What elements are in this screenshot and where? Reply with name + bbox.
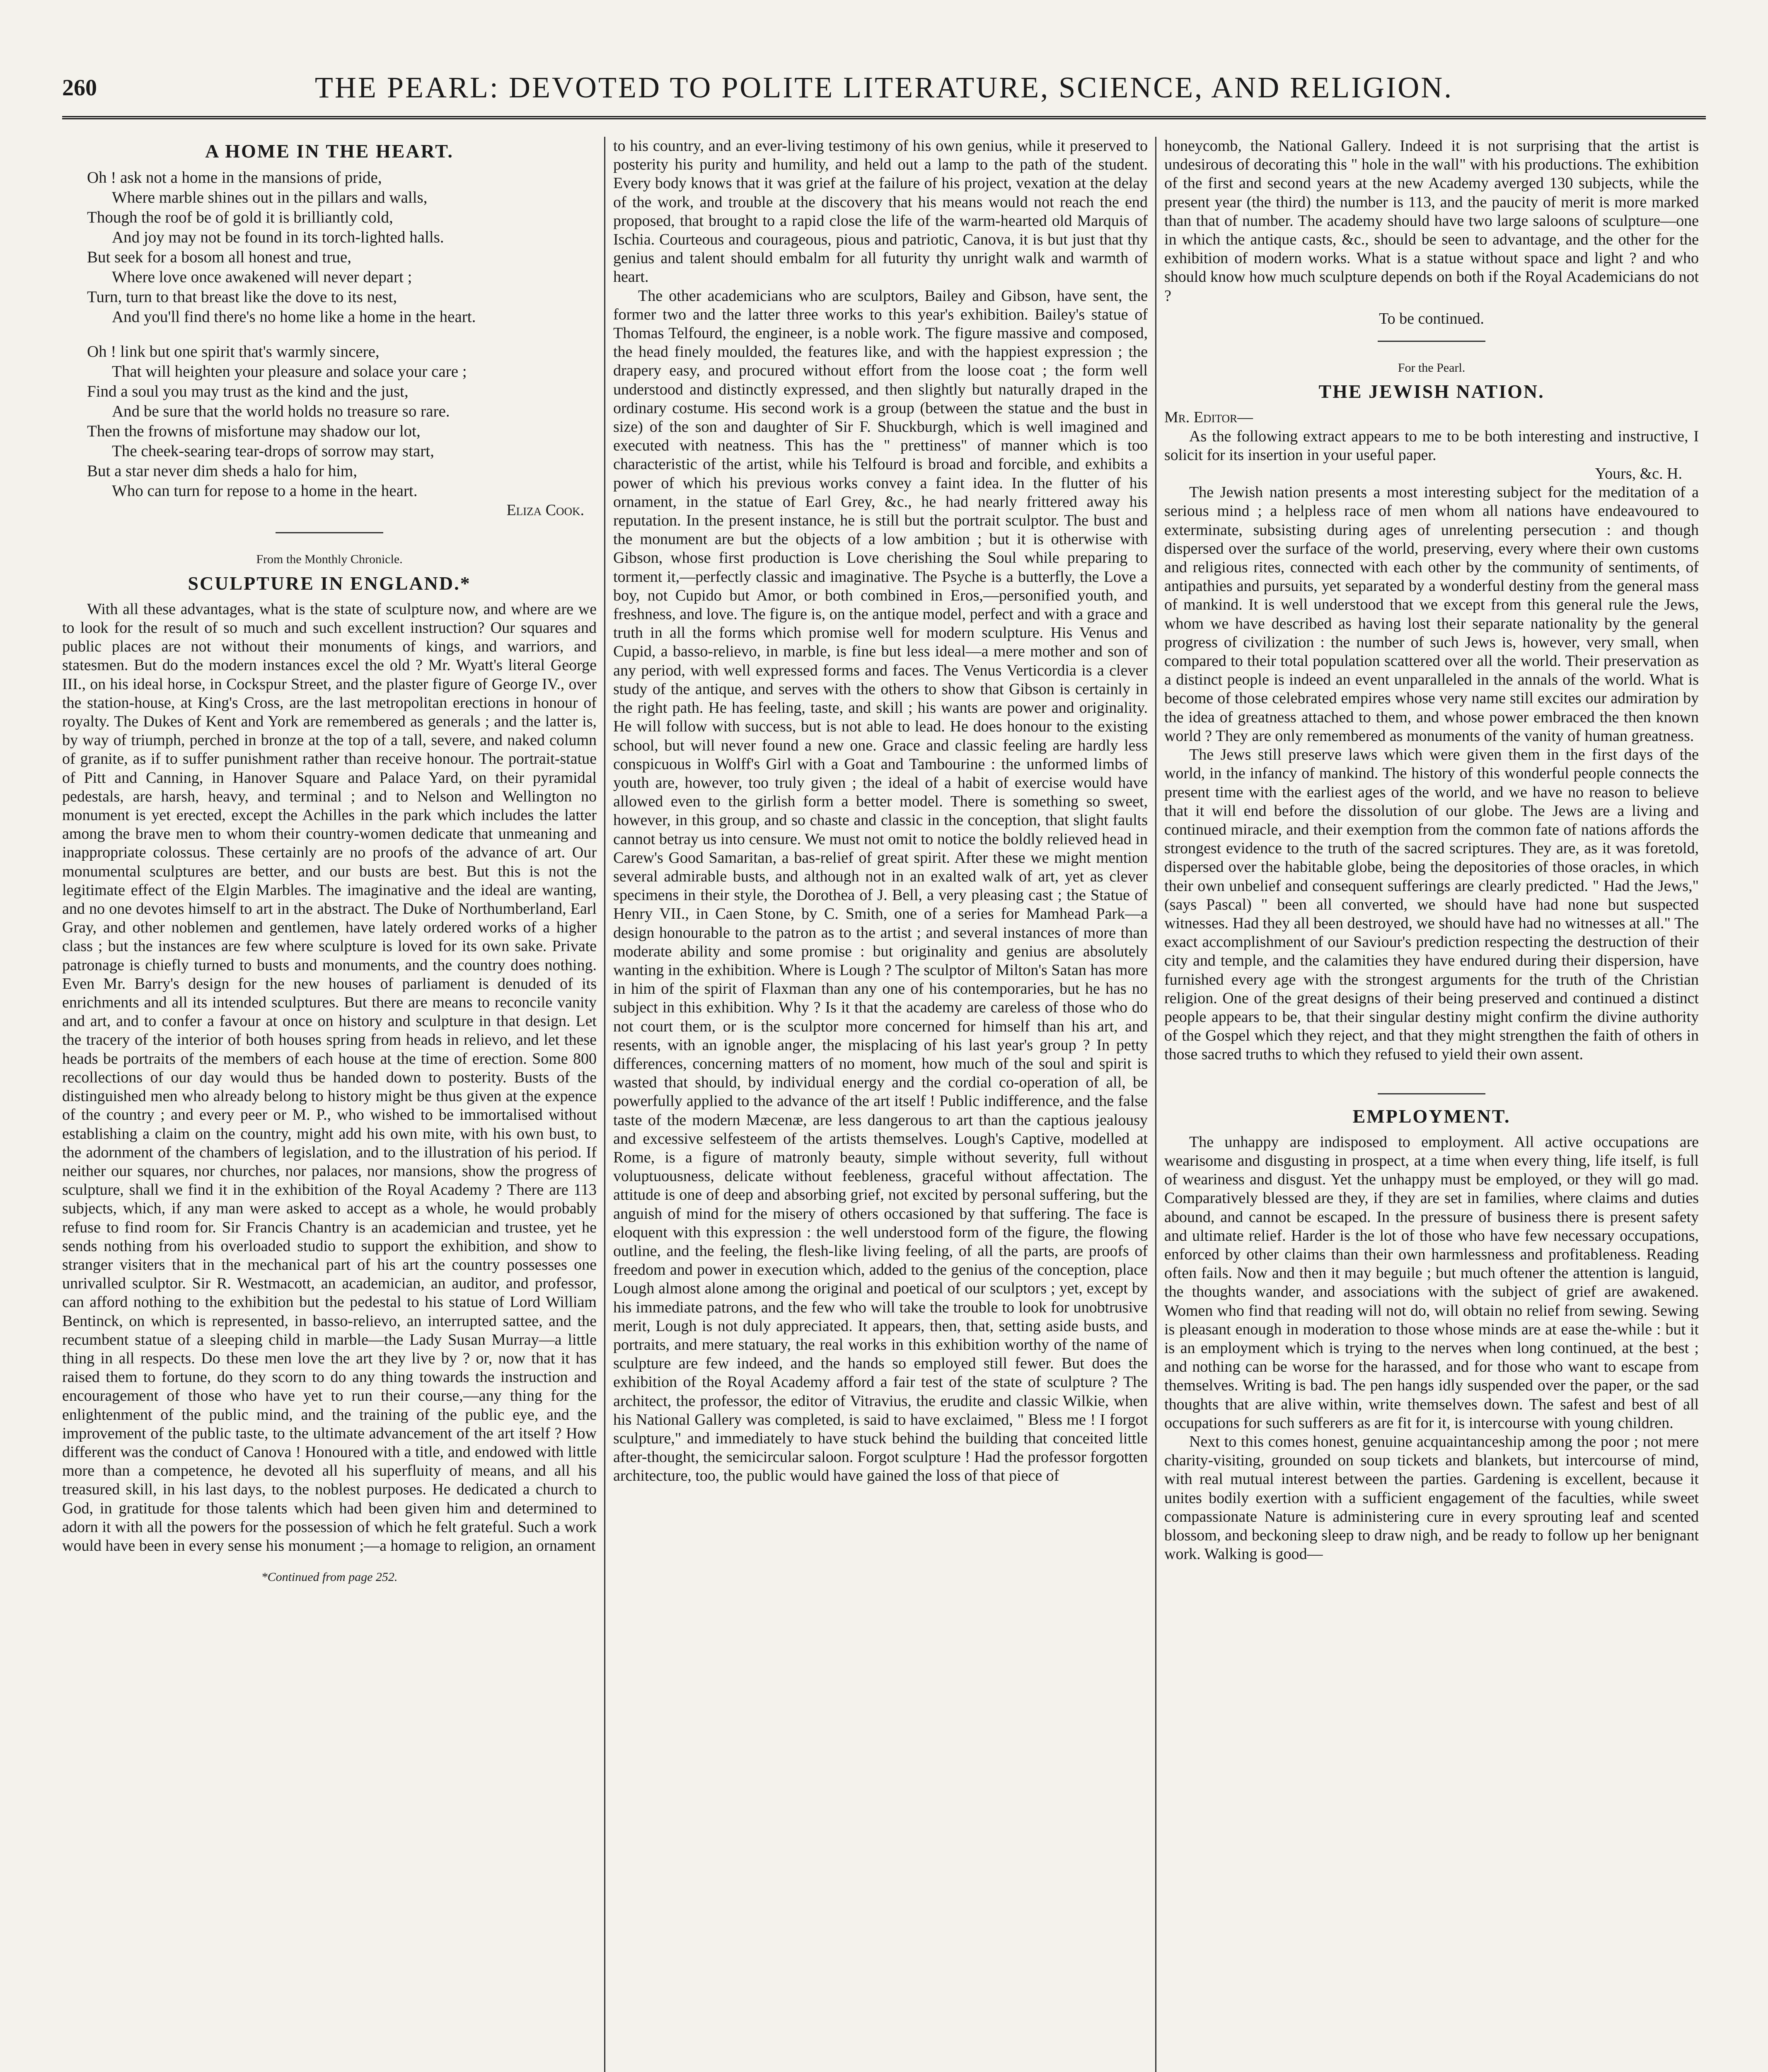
masthead-title: THE PEARL: DEVOTED TO POLITE LITERATURE, SCIENCE, AND RELIGION. [314,71,1454,104]
column-rule-1 [604,137,605,2072]
poem-line: The cheek-searing tear-drops of sorrow may start, [112,442,434,460]
poem-line: But a star never dim sheds a halo for him, [87,462,358,480]
letter-salutation: Mr. Editor— [1164,409,1253,426]
poem-line: Where love once awakened will never depart ; [112,268,412,286]
letter-signoff: Yours, &c. H. [1595,465,1682,483]
article-paragraph: to his country, and an ever-living testimony of his own genius, while it preserved to posterity his purity and humility, and held out a lamp to the path of the student. Every body knows that it was grief at the failure of his project, vexation at the delay of the work, and trouble at the discovery that his means would not reach the end proposed, that brought to a rapid close the life of the warm-hearted old Marquis of Ischia. Courteous and courageous, pious and patriotic, Canova, it is but just that thy genius and talent should embalm for all futurity thy unright walk and warmth of heart. [613,137,1148,286]
letter-body: As the following extract appears to me to be both interesting and instructive, I solicit for its insertion in your useful paper. [1164,427,1699,464]
page-header [62,70,1706,119]
poem-line: Oh ! ask not a home in the mansions of pride, [87,169,382,187]
article-title: THE JEWISH NATION. [1318,381,1545,402]
poem-line: Find a soul you may trust as the kind and the just, [87,382,409,401]
page-number: 260 [62,75,97,101]
column-1 [62,137,597,2072]
article-source: For the Pearl. [1398,361,1466,375]
poem-author: Eliza Cook. [506,501,584,519]
poem-line: Oh ! link but one spirit that's warmly sincere, [87,343,380,361]
article-paragraph: Next to this comes honest, genuine acquaintanceship among the poor ; not mere charity-visiting, grounded on soup tickets and blankets, but intercourse of mind, with real mutual interest between the parties. Gardening is excellent, because it unites bodily exertion with a sufficient engagement of the faculties, while sweet compassionate Nature is administering cure in every sprouting leaf and scented blossom, and beckoning sleep to draw nigh, and be ready to follow up her benignant work. Walking is good— [1164,1433,1699,1563]
to-be-continued: To be continued. [1379,310,1484,327]
poem-stanza-2 [62,342,597,501]
article-paragraph: honeycomb, the National Gallery. Indeed it is not surprising that the artist is undesirous of decorating this " hole in the wall" with his productions. The exhibition of the first and second years at the new Academy averged 130 subjects, while the present year (the third) the number is 113, and the paucity of merit is more marked than that of number. The academy should have two large saloons of sculpture—one in which the antique casts, &c., should be seen to advantage, and the other for the exhibition of modern works. What is a statue without space and light ? and who should know how much sculpture depends on both if the Royal Academicians do not ? [1164,137,1699,305]
poem-line: And be sure that the world holds no treasure so rare. [112,402,450,421]
column-rule-2 [1155,137,1156,2072]
section-divider [1378,341,1485,342]
article-paragraph: With all these advantages, what is the state of sculpture now, and where are we to look for the result of so much and such excellent instruction? Our squares and public places are not without their monuments of kings, and warriors, and statesmen. But do the modern instances excel the old ? Mr. Wyatt's literal George III., on his ideal horse, in Cockspur Street, and the plaster figure of George IV., over the station-house, at King's Cross, are the last metropolitan erections in honour of royalty. The Dukes of Kent and York are remembered as generals ; and the latter is, by way of triumph, perched in bronze at the top of a tall, severe, and naked column of granite, as if to suffer punishment rather than receive honour. The portrait-statue of Pitt and Canning, in Hanover Square and Palace Yard, on their pyramidal pedestals, are harsh, heavy, and terminal ; and to Nelson and Wellington no monument is yet erected, except the Achilles in the park which includes the latter among the brave men to whom their country-women dedicate that unmeaning and inappropriate colossus. These certainly are no proofs of the advance of art. Our monumental sculptures are better, and our busts are best. But this is not the legitimate effect of the Elgin Marbles. The imaginative and the ideal are wanting, and no one devotes himself to art in the abstract. The Duke of Northumberland, Earl Gray, and other noblemen and gentlemen, have lately ordered works of a higher class ; but the instances are few where sculpture is loved for its own sake. Private patronage is chiefly turned to busts and monuments, and the country does nothing. Even Mr. Barry's design for the new houses of parliament is denuded of its enrichments and all its intended sculptures. But there are means to reconcile vanity and art, and to confer a favour at once on history and sculpture in that design. Let the tracery of the interior of both houses spring from heads in relievo, and let these heads be portraits of the members of each house at the time of erection. Some 800 recollections of our day would thus be handed down to posterity. Busts of the distinguished men who already belong to history might be thus given at the expence of the country ; and every peer or M. P., who wished to be immortalised without establishing a claim on the country, might add his own mite, with his own bust, to the adornment of the chambers of legislation, and to the illustration of his period. If neither our squares, nor churches, nor palaces, nor mansions, show the progress of sculpture, shall we find it in the exhibition of the Royal Academy ? There are 113 subjects, which, if any man were asked to accept as a whole, he would probably refuse to find room for. Sir Francis Chantry is an academician and trustee, yet he sends nothing from his overloaded studio to support the exhibition, and show to stranger visiters that in the mechanical part of his art the country possesses one unrivalled sculptor. Sir R. Westmacott, an academician, an auditor, and professor, can afford nothing to the exhibition but the pedestal to his statue of Lord William Bentinck, on which is represented, in basso-relievo, an interrupted sattee, and the recumbent statue of a sleeping child in marble—the Lady Susan Murray—a little thing in all respects. Do these men love the art they live by ? or, now that it has raised them to fortune, do they scorn to do any thing towards the instruction and encouragement of those who have yet to run their course,—any thing for the enlightenment of the public mind, and the training of the public eye, and the improvement of the public taste, to the ultimate advancement of the art itself ? How different was the conduct of Canova ! Honoured with a title, and endowed with little more than a competence, he devoted all his superfluity of means, and all his treasured skill, in his last days, to the noblest purposes. He dedicated a church to God, in gratitude for those talents which had been given him and determined to adorn it with all the powers for the possession of which he felt grateful. Such a work would have been in every sense his monument ;—a homage to religion, an ornament [62,600,597,1554]
poem-line: And you'll find there's no home like a home in the heart. [112,308,476,326]
article-paragraph: The Jewish nation presents a most interesting subject for the meditation of a serious mind ; a helpless race of men whom all nations have endeavoured to exterminate, subsisting during ages of unrelenting persecution : and though dispersed over the surface of the world, preserving, every where their own customs and religious rites, connected with each other by the community of sentiments, of antipathies and pursuits, yet separated by a wonderful destiny from the general mass of mankind. It is well understood that we except from this general rule the Jews, whom we have described as having lost their separate nationality by the general progress of civilization : the number of such Jews is, however, very small, when compared to their total population scattered over all the world. Their preservation as a distinct people is indeed an event unparalleled in the annals of the world. What is become of those celebrated empires whose very name still excites our admiration by the idea of greatness attached to them, and whose power embraced the then known world ? They are only remembered as monuments of the vanity of human greatness. [1164,484,1699,745]
footnote: *Continued from page 252. [261,1570,398,1584]
poem-line: And joy may not be found in its torch-lighted halls. [112,228,444,247]
article-paragraph: The unhappy are indisposed to employment. All active occupations are wearisome and disgusting in prospect, at a time when every thing, life itself, is full of weariness and disgust. Yet the unhappy must be employed, or they will go mad. Comparatively blessed are they, if they are set in families, where claims and duties abound, and cannot be escaped. In the pressure of business there is present safety and ultimate relief. Harder is the lot of those who have few necessary occupations, enforced by other claims than their own harmlessness and profitableness. Reading often fails. Now and then it may beguile ; but much oftener the attention is languid, the thoughts wander, and associations with the subject of grief are awakened. Women who find that reading will not do, will obtain no relief from sewing. Sewing is pleasant enough in moderation to those whose minds are at ease the-while : but it is an employment which is trying to the nerves when long continued, at the best ; and nothing can be worse for the harassed, and for those who want to escape from themselves. Writing is bad. The pen hangs idly suspended over the paper, or the sad thoughts that are alive within, write themselves down. The safest and best of all occupations for such sufferers as are fit for it, is intercourse with young children. [1164,1133,1699,1432]
article-source: From the Monthly Chronicle. [256,552,403,566]
article-title: SCULPTURE IN ENGLAND.* [188,572,471,594]
article-title: EMPLOYMENT. [1352,1105,1511,1127]
column-3 [1164,137,1699,2072]
poem-line: Then the frowns of misfortune may shadow our lot, [87,422,421,441]
section-divider [276,532,383,533]
poem-line: But seek for a bosom all honest and true, [87,248,351,266]
article-paragraph: The other academicians who are sculptors, Bailey and Gibson, have sent, the former two and the latter three works to this year's exhibition. Bailey's statue of Thomas Telfourd, the engineer, is a noble work. The figure massive and composed, the head finely moulded, the features like, and with the happiest expression ; the drapery easy, and procured without effort from the loose coat ; the form well understood and distinctly expressed, and then slightly but naturally draped in the ordinary costume. His second work is a group (between the statue and the bust in size) of the son and daughter of Sir F. Shuckburgh, which is well imagined and executed with neatness. This has the " prettiness" of manner which is too characteristic of the artist, while his Telfourd is broad and forcible, and exhibits a power of which his previous works convey a faint idea. In the flutter of his ornament, in the statue of Earl Grey, &c., he had nearly frittered away his reputation. In the present instance, he is still but the portrait sculptor. The bust and the monument are but the objects of a low ambition ; but it is otherwise with Gibson, whose first production is Love cherishing the Soul while preparing to torment it,—perfectly classic and imaginative. The Psyche is a butterfly, the Love a boy, not Cupido but Amor, or both combined in Eros,—personified youth, and freshness, and love. The figure is, on the antique model, perfect and with a grace and truth in all the forms which promise well for modern sculpture. His Venus and Cupid, a basso-relievo, in marble, is fine but less ideal—a mere mother and son of any period, with well expressed forms and faces. The Venus Verticordia is a clever study of the antique, and serves with the others to show that Gibson is certainly in the right path. He has feeling, taste, and skill ; his wants are power and originality. He will follow with success, but is not able to lead. He does honour to the existing school, but will never found a new one. Grace and classic feeling are hardly less conspicuous in Wolff's Girl with a Goat and Tambourine : the unformed limbs of youth are, however, too truly given ; the ideal of a habit of exercise would have allowed even to the girlish form a better model. There is something so sweet, however, in this group, and so chaste and classic in the conception, that slight faults cannot betray us into censure. We must not omit to notice the boldly relieved head in Carew's Good Samaritan, a bas-relief of great spirit. After these we might mention several admirable busts, and although not in an exalted walk of art, yet as clever specimens in their style, the Dorothea of J. Bell, a very pleasing cast ; the Statue of Henry VII., in Caen Stone, by C. Smith, one of a series for Mamhead Park—a design honourable to the patron as to the artist ; and several instances of more than moderate ability and some promise : but originality and genius are absolutely wanting in the exhibition. Where is Lough ? The sculptor of Milton's Satan has more in him of the spirit of Flaxman than any one of his contemporaries, but he has no subject in this exhibition. Why ? Is it that the academy are careless of those who do not court them, or is the sculptor more concerned for himself than his art, and resents, with an ignoble anger, the misplacing of his last year's group ? In petty differences, concerning matters of no moment, how much of the soul and spirit is wasted that should, by individual energy and the cordial co-operation of all, be powerfully applied to the advance of the art itself ! Public indifference, and the false taste of the modern Mæcenæ, are less dangerous to art than the captious jealousy and excessive selfesteem of the artists themselves. Lough's Captive, modelled at Rome, is a figure of matronly beauty, simple without severity, full without voluptuousness, delicate without feebleness, graceful without affectation. The attitude is one of deep and absorbing grief, not excited by personal suffering, but the anguish of mind for the misery of others occasioned by that suffering. The face is eloquent with this expression : the well understood form of the figure, the flowing outline, and the feeling, the flesh-like living feeling, of all the parts, are proofs of freedom and power in execution which, added to the genius of the conception, place Lough almost alone among the original and poetical of our sculptors ; yet, except by his immediate patrons, and the few who will take the trouble to look for unobtrusive merit, Lough is not duly appreciated. It appears, then, that, setting aside busts, and portraits, and mere statuary, the real works in this exhibition worthy of the name of sculpture are few indeed, and the hands so employed still fewer. But does the exhibition of the Royal Academy afford a fair test of the state of sculpture ? The architect, the professor, the editor of Vitravius, the erudite and classic Wilkie, when his National Gallery was completed, is said to have exclaimed, " Bless me ! I forgot sculpture," and immediately to have stuck behind the building that conceited little after-thought, the semicircular saloon. Forgot sculpture ! Had the professor forgotten architecture, too, the public would have gained the loss of that piece of [613,287,1148,1485]
column-2 [613,137,1148,2072]
poem-line: Where marble shines out in the pillars and walls, [112,189,428,207]
poem-stanza-1 [62,168,597,327]
poem-line: That will heighten your pleasure and solace your care ; [112,363,467,381]
poem-line: Though the roof be of gold it is brilliantly cold, [87,208,393,227]
poem-title: A HOME IN THE HEART. [205,140,454,162]
poem-line: Turn, turn to that breast like the dove to its nest, [87,288,397,306]
poem-line: Who can turn for repose to a home in the heart. [112,482,418,500]
section-divider [1378,1093,1485,1094]
article-paragraph: The Jews still preserve laws which were given them in the first days of the world, in the infancy of mankind. The history of this wonderful people connects the present time with the earliest ages of the world, and we have no reason to believe that it will end before the dissolution of our globe. The Jews are a living and continued miracle, and their exemption from the common fate of nations affords the strongest evidence to the truth of the sacred scriptures. They are, as it was foretold, dispersed over the habitable globe, being the depositories of those oracles, in which their own unbelief and consequent sufferings are clearly predicted. " Had the Jews," (says Pascal) " been all converted, we should have had none but suspected witnesses. Had they all been destroyed, we should have had no witnesses at all." The exact accomplishment of our Saviour's prediction respecting the destruction of their city and temple, and the calamities they have endured during their dispersion, have furnished every age with the strongest arguments for the truth of the Christian religion. One of the great designs of their being preserved and continued a distinct people appears to be, that their singular destiny might confirm the divine authority of the Gospel which they reject, and that they might strengthen the faith of others in those sacred truths to which they refused to yield their own assent. [1164,746,1699,1063]
